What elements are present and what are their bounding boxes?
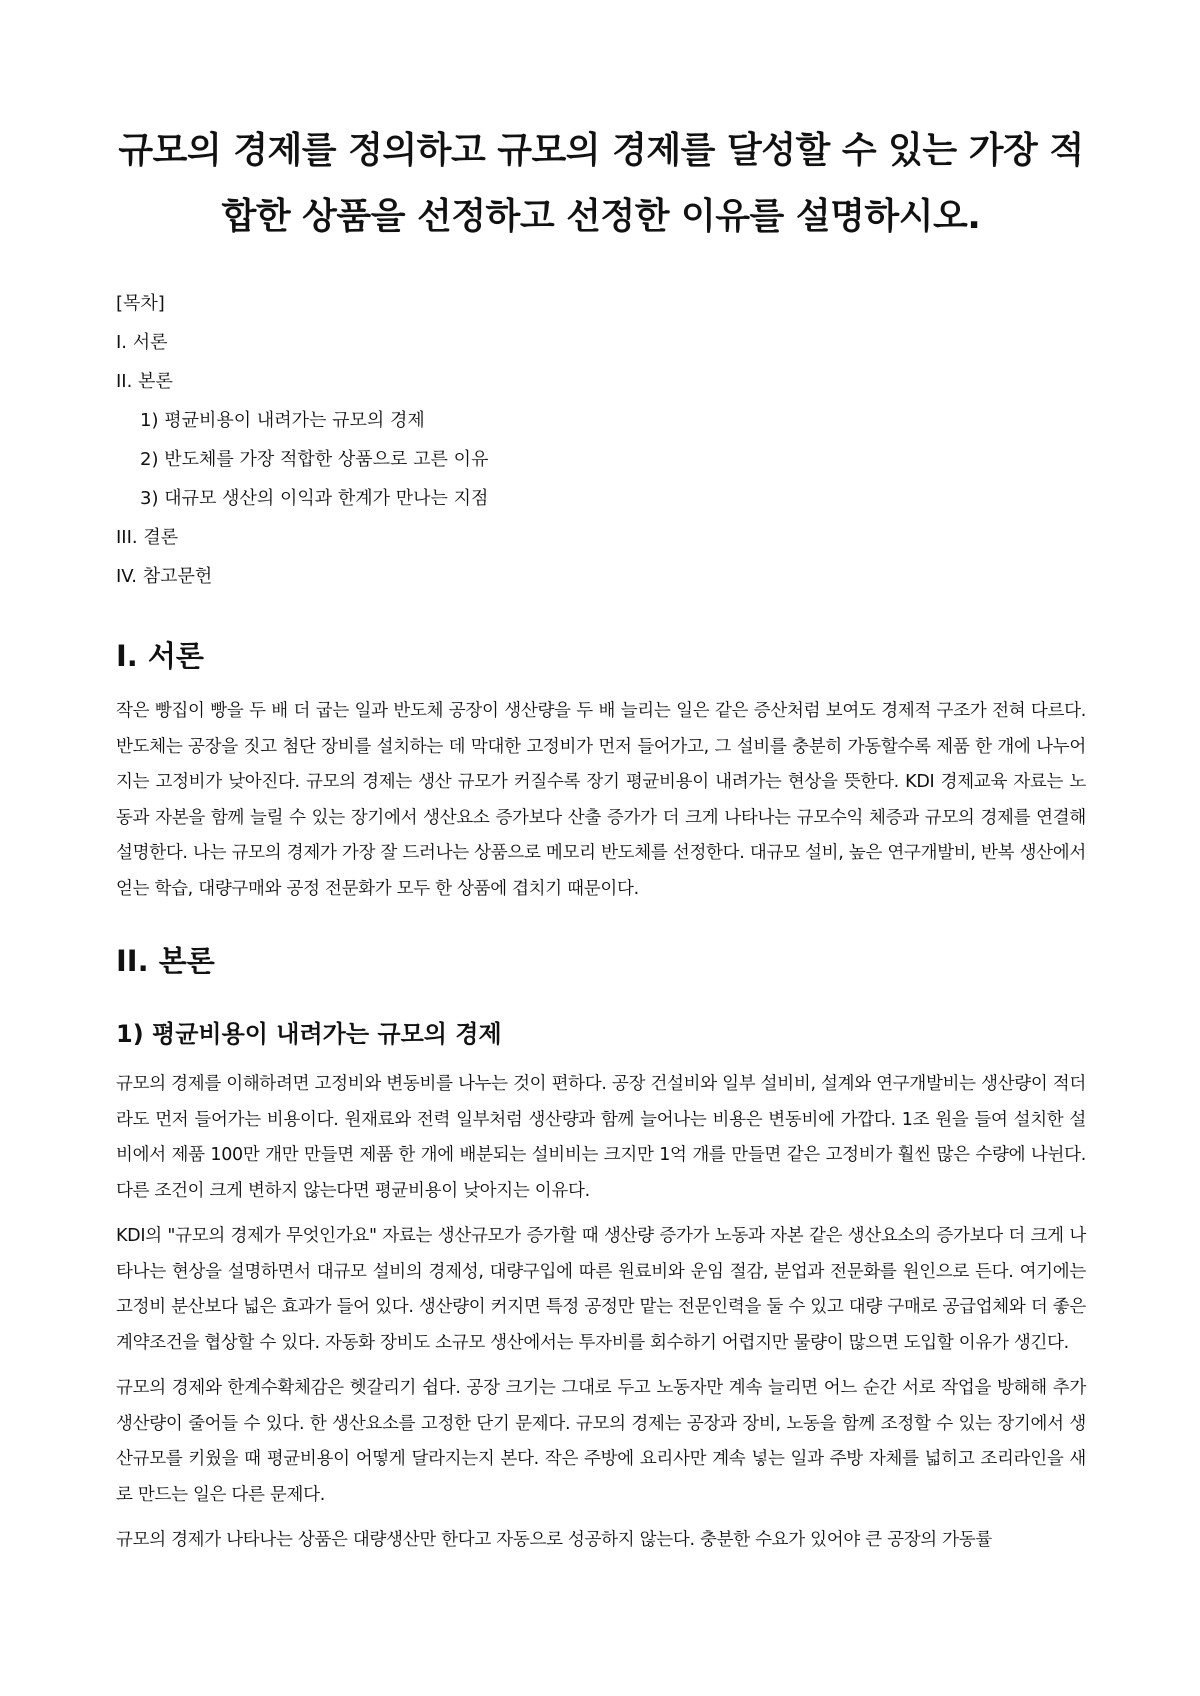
section-heading-body: II. 본론 xyxy=(116,944,215,978)
toc-item-references: IV. 참고문헌 xyxy=(116,566,213,587)
toc-item-body-3: 3) 대규모 생산의 이익과 한계가 만나는 지점 xyxy=(140,488,489,509)
body-paragraph-4: 규모의 경제가 나타나는 상품은 대량생산만 한다고 자동으로 성공하지 않는다. 충분한 수요가 있어야 큰 공장의 가동률 xyxy=(116,1530,992,1550)
intro-paragraph: 작은 빵집이 빵을 두 배 더 굽는 일과 반도체 공장이 생산량을 두 배 늘리는 일은 같은 증산처럼 보여도 경제적 구조가 전혀 다르다. 반도체는 공장을 짓고 첨단 장비를 설치하는 데 막대한 고정비가 먼저 들어가고, 그 설비를 충분히 가동할수록 제품 한 개에 나누어지는 고정비가 낮아진다. 규모의 경제는 생산 규모가 커질수록 장기 평균비용이 내려가는 현상을 뜻한다. KDI 경제교육 자료는 노동과 자본을 함께 늘릴 수 있는 장기에서 생산요소 증가보다 산출 증가가 더 크게 나타나는 규모수익 체증과 규모의 경제를 연결해 설명한다. 나는 규모의 경제가 가장 잘 드러나는 상품으로 메모리 반도체를 선정한다. 대규모 설비, 높은 연구개발비, 반복 생산에서 얻는 학습, 대량구매와 공정 전문화가 모두 한 상품에 겹치기 때문이다. xyxy=(116,701,1086,899)
section-heading-intro: I. 서론 xyxy=(116,639,204,673)
toc-item-body-2: 2) 반도체를 가장 적합한 상품으로 고른 이유 xyxy=(140,449,489,470)
toc-item-body: II. 본론 xyxy=(116,371,173,392)
body-paragraph-2: KDI의 "규모의 경제가 무엇인가요" 자료는 생산규모가 증가할 때 생산량 증가가 노동과 자본 같은 생산요소의 증가보다 더 크게 나타나는 현상을 설명하면서 대규모 설비의 경제성, 대량구입에 따른 원료비와 운임 절감, 분업과 전문화를 원인으로 든다. 여기에는 고정비 분산보다 넓은 효과가 들어 있다. 생산량이 커지면 특정 공정만 맡는 전문인력을 둘 수 있고 대량 구매로 공급업체와 더 좋은 계약조건을 협상할 수 있다. 자동화 장비도 소규모 생산에서는 투자비를 회수하기 어렵지만 물량이 많으면 도입할 이유가 생긴다. xyxy=(116,1226,1086,1353)
toc-label: [목차] xyxy=(116,293,165,314)
toc-item-body-1: 1) 평균비용이 내려가는 규모의 경제 xyxy=(140,410,425,431)
document-title: 규모의 경제를 정의하고 규모의 경제를 달성할 수 있는 가장 적합한 상품을 선정하고 선정한 이유를 설명하시오. xyxy=(118,130,1084,237)
body-paragraph-3: 규모의 경제와 한계수확체감은 헷갈리기 쉽다. 공장 크기는 그대로 두고 노동자만 계속 늘리면 어느 순간 서로 작업을 방해해 추가 생산량이 줄어들 수 있다. 한 생산요소를 고정한 단기 문제다. 규모의 경제는 공장과 장비, 노동을 함께 조정할 수 있는 장기에서 생산규모를 키웠을 때 평균비용이 어떻게 달라지는지 본다. 작은 주방에 요리사만 계속 넣는 일과 주방 자체를 넓히고 조리라인을 새로 만드는 일은 다른 문제다. xyxy=(116,1378,1086,1505)
subsection-heading-1: 1) 평균비용이 내려가는 규모의 경제 xyxy=(116,1020,502,1048)
body-paragraph-1: 규모의 경제를 이해하려면 고정비와 변동비를 나누는 것이 편하다. 공장 건설비와 일부 설비비, 설계와 연구개발비는 생산량이 적더라도 먼저 들어가는 비용이다. 원재료와 전력 일부처럼 생산량과 함께 늘어나는 비용은 변동비에 가깝다. 1조 원을 들여 설치한 설비에서 제품 100만 개만 만들면 제품 한 개에 배분되는 설비비는 크지만 1억 개를 만들면 같은 고정비가 훨씬 많은 수량에 나뉜다. 다른 조건이 크게 변하지 않는다면 평균비용이 낮아지는 이유다. xyxy=(116,1074,1086,1201)
toc-item-conclusion: III. 결론 xyxy=(116,527,179,548)
toc-item-intro: I. 서론 xyxy=(116,332,168,353)
table-of-contents xyxy=(116,284,1086,596)
